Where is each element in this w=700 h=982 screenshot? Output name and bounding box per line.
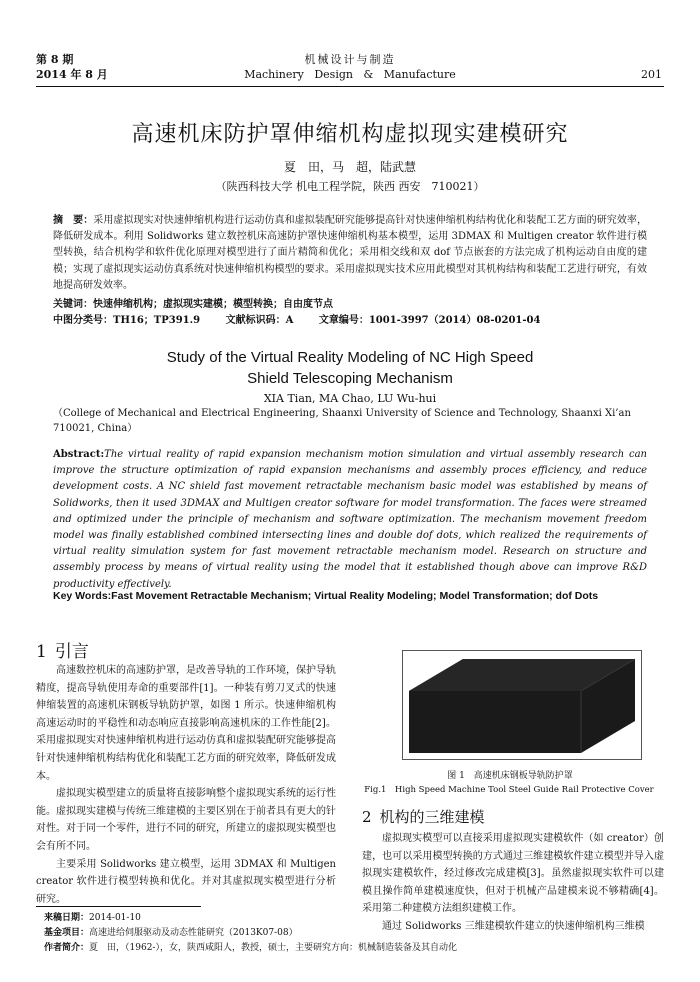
abstract-en-text: The virtual reality of rapid expansion mechanism motion simulation and virtual assembly research can improve the structure optimization of rapid expansion mechanisms and assembly proces efficiency, and reduce development costs. A NC shield fast movement retractable mechanism basic model was established by means of Solidworks, then it used 3DMAX and Multigen creator software for model transformation. The faces were streamed and optimized under the principle of mechanism and software optimization. The mechanism movement freedom model was finally established combined intersecting lines and double dof dots, which realized the requirements of virtual reality simulation system for fast movement retractable mechanism model. Research on structure and assembly process by means of virtual reality using the model that it established though above can improve R&D productivity effectively. xyxy=(53,449,647,590)
keywords-cn-text: 快速伸缩机构；虚拟现实建模；模型转换；自由度节点 xyxy=(93,299,333,310)
authors-cn: 夏 田，马 超，陆武慧 xyxy=(283,160,416,174)
abstract-cn-text: 采用虚拟现实对快速伸缩机构进行运动仿真和虚拟装配研究能够提高针对快速伸缩机构结构优化和装配工艺方面的研究效率，降低研发成本。利用 Solidworks 建立数控机床高速防护罩快速伸缩机构基本模型，运用 3DMAX 和 Multigen creator 软件进行模型转换，结合机构学和软件优化原理对模型进行了面片精简和优化；采用相交线和双 dof 节点嵌套的方法完成了机构运动自由度的建模；实现了虚拟现实运动仿真系统对快速伸缩机构模型的要求。采用虚拟现实技术应用此模型对其机构结构和装配工艺进行研究，有效地提高研发效率。 xyxy=(53,215,648,291)
paper-title-en xyxy=(0,347,700,389)
section-1-paragraph: 主要采用 Solidworks 建立模型，运用 3DMAX 和 Multigen creator 软件进行模型转换和优化。并对其虚拟现实模型进行分析研究。 xyxy=(36,858,336,905)
clc-number: 中图分类号：TH16；TP391.9 xyxy=(53,315,201,326)
section-2-heading xyxy=(362,806,485,827)
fund-value: 高速进给伺服驱动及动态性能研究（2013K07-08） xyxy=(89,928,298,938)
paper-title-en-line1: Study of the Virtual Reality Modeling of NC High Speed xyxy=(166,349,534,366)
keywords-cn xyxy=(53,297,647,313)
page-number: 201 xyxy=(641,68,662,81)
fund-info xyxy=(44,926,664,941)
footnote-rule xyxy=(36,906,201,907)
journal-name xyxy=(0,52,700,82)
article-number: 文章编号：1001-3997（2014）08-0201-04 xyxy=(318,315,541,326)
section-2-number: 2 xyxy=(362,808,372,826)
received-date xyxy=(44,911,664,926)
abstract-en-label: Abstract: xyxy=(53,449,105,460)
paper-title-cn: 高速机床防护罩伸缩机构虚拟现实建模研究 xyxy=(131,122,569,147)
section-1-number: 1 xyxy=(36,642,47,662)
abstract-cn-label: 摘 要： xyxy=(53,215,94,226)
issue-date: 2014 年 8 月 xyxy=(36,68,108,81)
author-value: 夏 田，（1962-），女，陕西咸阳人，教授，硕士，主要研究方向：机械制造装备及其自动化 xyxy=(89,943,457,953)
journal-name-cn: 机械设计与制造 xyxy=(304,53,396,66)
section-1-paragraph: 虚拟现实模型建立的质量将直接影响整个虚拟现实系统的运行性能。虚拟现实建模与传统三维建模的主要区别在于前者具有更大的针对性。对于同一个零件，进行不同的研究，所建立的虚拟现实模型也会有所不同。 xyxy=(36,788,336,852)
figure-1-image xyxy=(402,650,642,760)
fund-label: 基金项目： xyxy=(44,928,90,938)
affiliation-en: （College of Mechanical and Electrical Engineering, Shaanxi University of Science and Technology, Shaanxi Xi’an 710021, China） xyxy=(53,408,641,434)
section-1-title: 引言 xyxy=(54,642,89,662)
journal-name-en: Machinery Design & Manufacture xyxy=(244,68,456,81)
section-2-paragraph: 虚拟现实模型可以直接采用虚拟现实建模软件（如 creator）创建，也可以采用模型转换的方式通过三维建模软件建立模型并导入虚拟现实建模软件，经过修改完成建模[3]。虽然虚拟现实软件可以建模且操作简单建模速度快，但对于机械产品建模来说不够精确[4]。采用第二种建模方法组织建模工作。 xyxy=(362,833,664,915)
paper-title-en-line2: Shield Telescoping Mechanism xyxy=(247,370,453,387)
abstract-cn xyxy=(53,213,647,294)
received-value: 2014-01-10 xyxy=(89,913,141,923)
section-1-body xyxy=(36,662,336,908)
keywords-cn-label: 关键词： xyxy=(53,299,93,310)
document-code: 文献标识码：A xyxy=(225,315,294,326)
section-1-heading xyxy=(36,637,89,662)
section-2-paragraph: 通过 Solidworks 三维建模软件建立的快速伸缩机构三维模 xyxy=(382,920,645,932)
section-1-paragraph: 高速数控机床的高速防护罩，是改善导轨的工作环境，保护导轨精度，提高导轨使用寿命的重要部件[1]。一种装有剪刀叉式的快速伸缩装置的高速机床钢板导轨防护罩，如图 1 所示。快速伸缩机构高速运动时的平稳性和动态响应直接影响高速机床的工作性能[2]。采用虚拟现实对快速伸缩机构进行运动仿真和虚拟装配研究能够提高针对快速伸缩机构结构优化和装配工艺方面的研究效率，降低研发成本。 xyxy=(36,665,336,782)
classification-info xyxy=(53,313,647,329)
header-rule xyxy=(36,86,664,87)
authors-en: XIA Tian, MA Chao, LU Wu-hui xyxy=(263,392,437,405)
section-2-title: 机构的三维建模 xyxy=(379,808,485,826)
protective-cover-illustration xyxy=(403,651,641,759)
keywords-en xyxy=(53,590,653,602)
author-bio xyxy=(44,941,664,956)
figure-1-caption-en: Fig.1 High Speed Machine Tool Steel Guide Rail Protective Cover xyxy=(364,785,654,795)
footnotes xyxy=(44,911,664,956)
keywords-en-label: Key Words: xyxy=(53,590,112,602)
issue-number: 第 8 期 xyxy=(36,53,74,66)
affiliation-cn: （陕西科技大学 机电工程学院，陕西 西安 710021） xyxy=(215,180,485,193)
keywords-en-text: Fast Movement Retractable Mechanism; Virtual Reality Modeling; Model Transformation; dof Dots xyxy=(111,590,599,602)
received-label: 来稿日期： xyxy=(44,913,90,923)
author-label: 作者简介： xyxy=(44,943,90,953)
figure-1-caption-cn: 图 1 高速机床钢板导轨防护罩 xyxy=(447,771,573,781)
abstract-en xyxy=(53,447,647,593)
